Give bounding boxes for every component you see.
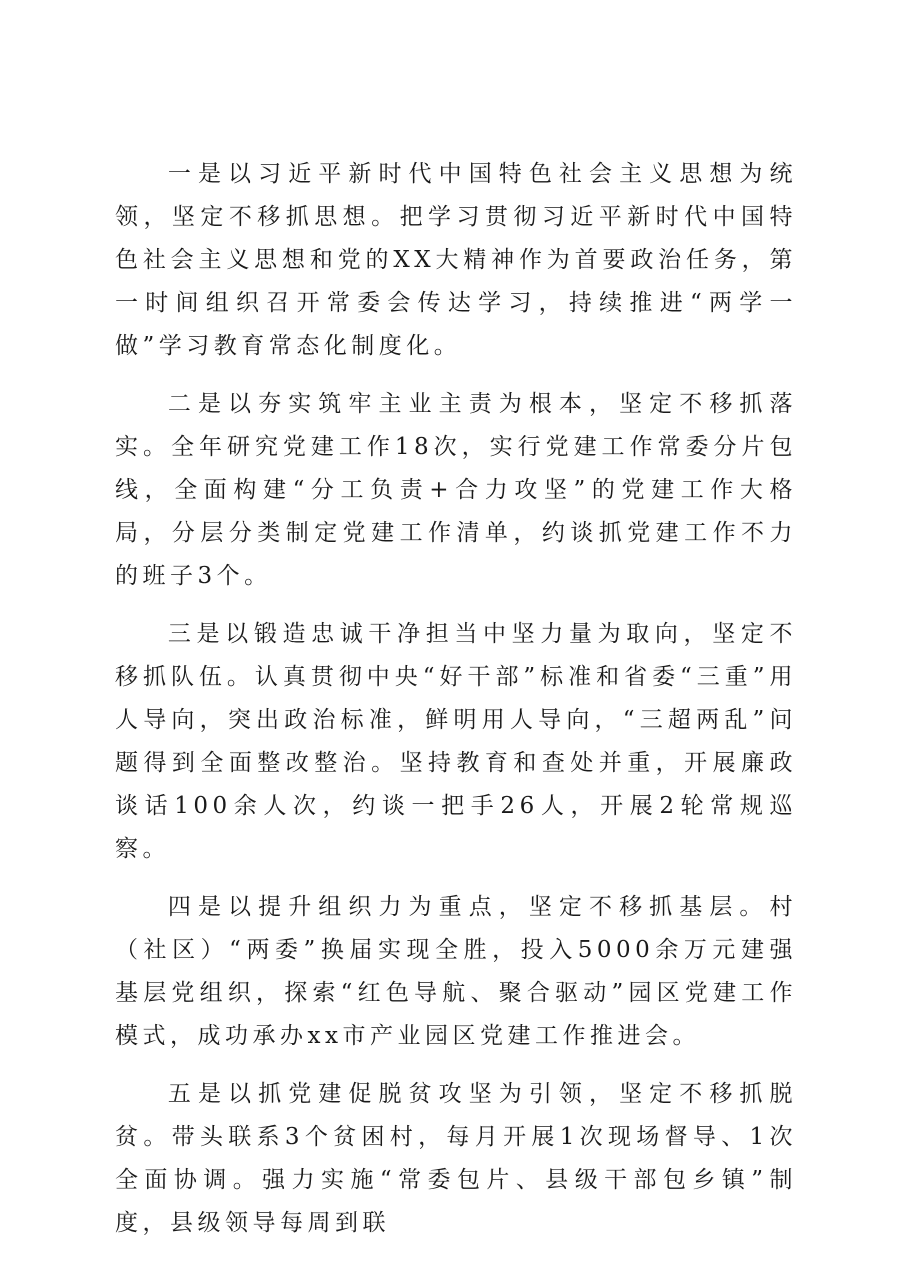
paragraph-thought: 一是以习近平新时代中国特色社会主义思想为统领，坚定不移抓思想。把学习贯彻习近平新时代中国特色社会主义思想和党的XX大精神作为首要政治任务，第一时间组织召开常委会传达学习，持续推进“两学一做”学习教育常态化制度化。: [115, 161, 797, 359]
paragraph-team: 三是以锻造忠诚干净担当中坚力量为取向，坚定不移抓队伍。认真贯彻中央“好干部”标准和省委“三重”用人导向，突出政治标准，鲜明用人导向，“三超两乱”问题得到全面整改整治。坚持教育和查处并重，开展廉政谈话100余人次，约谈一把手26人，开展2轮常规巡察。: [115, 621, 797, 862]
document-body: [115, 153, 797, 1245]
paragraph-grassroots: 四是以提升组织力为重点，坚定不移抓基层。村（社区）“两委”换届实现全胜，投入5000余万元建强基层党组织，探索“红色导航、聚合驱动”园区党建工作模式，成功承办xx市产业园区党建工作推进会。: [115, 894, 797, 1049]
paragraph-implementation: 二是以夯实筑牢主业主责为根本，坚定不移抓落实。全年研究党建工作18次，实行党建工作常委分片包线，全面构建“分工负责+合力攻坚”的党建工作大格局，分层分类制定党建工作清单，约谈抓党建工作不力的班子3个。: [115, 391, 797, 589]
paragraph-poverty: 五是以抓党建促脱贫攻坚为引领，坚定不移抓脱贫。带头联系3个贫困村，每月开展1次现场督导、1次全面协调。强力实施“常委包片、县级干部包乡镇”制度，县级领导每周到联: [115, 1081, 797, 1236]
